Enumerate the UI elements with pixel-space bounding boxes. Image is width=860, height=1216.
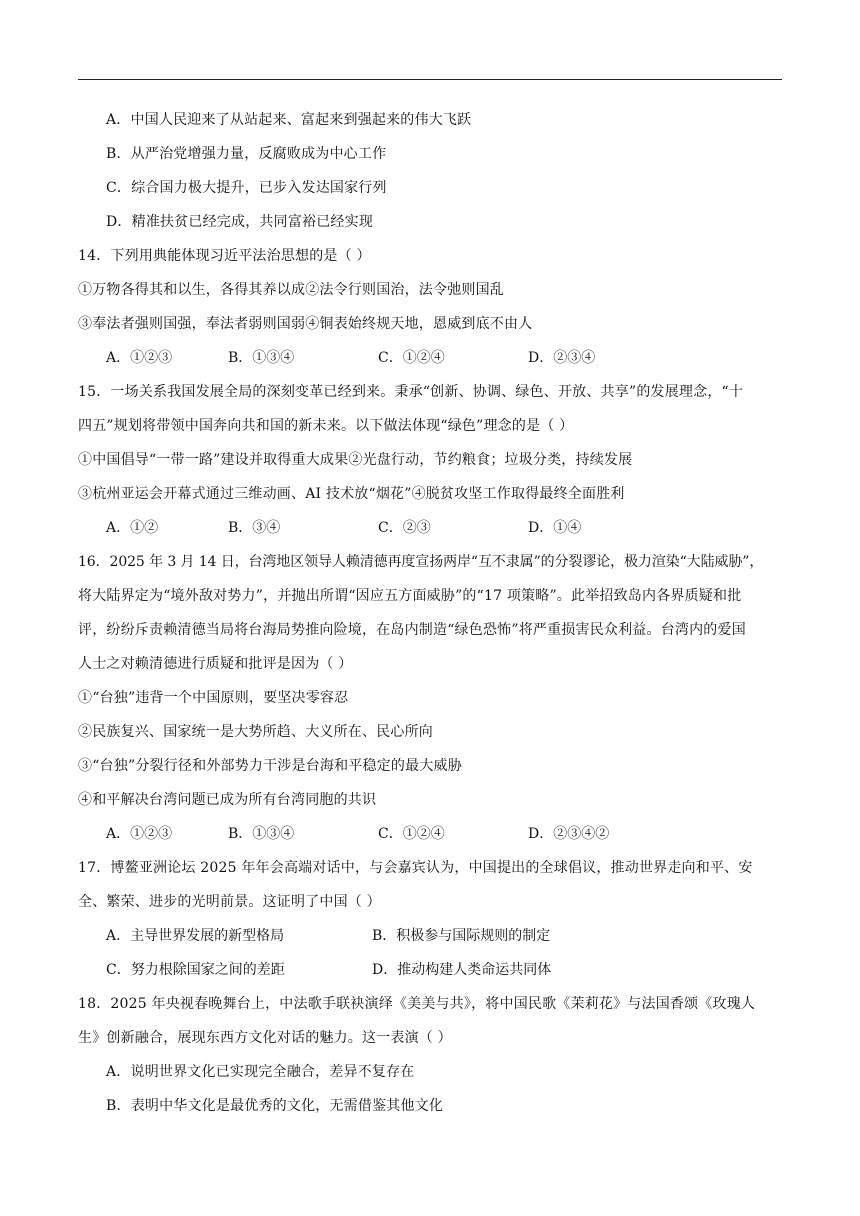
q15-option-a: A．①②: [106, 520, 159, 536]
q17-option-b: B．积极参与国际规则的制定: [372, 928, 551, 944]
q16-item-3: ③“台独”分裂行径和外部势力干涉是台海和平稳定的最大威胁: [78, 758, 462, 774]
q14-item-line-2: ③奉法者强则国强，奉法者弱则国弱④铜表始终规天地，恩威到底不由人: [78, 316, 533, 332]
q17-stem-line-1: 17．博鳌亚洲论坛 2025 年年会高端对话中，与会嘉宾认为，中国提出的全球倡议，推动世界走向和平、安: [78, 860, 753, 876]
q16-item-1: ①“台独”违背一个中国原则，要坚决零容忍: [78, 690, 349, 706]
q13-option-c: C．综合国力极大提升，已步入发达国家行列: [106, 180, 387, 196]
q18-option-b: B．表明中华文化是最优秀的文化，无需借鉴其他文化: [106, 1098, 444, 1114]
q15-item-line-1: ①中国倡导“一带一路”建设并取得重大成果②光盘行动，节约粮食；垃圾分类，持续发展: [78, 452, 633, 468]
q17-option-c: C．努力根除国家之间的差距: [106, 962, 285, 978]
q13-option-d: D．精准扶贫已经完成，共同富裕已经实现: [106, 214, 374, 230]
q16-stem-line-2: 将大陆界定为“境外敌对势力”，并抛出所谓“因应五方面威胁”的“17 项策略”。此举招致岛内各界质疑和批: [78, 588, 742, 604]
q16-option-a: A．①②③: [106, 826, 173, 842]
q13-option-a: A．中国人民迎来了从站起来、富起来到强起来的伟大飞跃: [106, 112, 472, 128]
q14-stem: 14．下列用典能体现习近平法治思想的是（ ）: [78, 248, 371, 264]
q14-option-c: C．①②④: [378, 350, 445, 366]
q17-option-a: A．主导世界发展的新型格局: [106, 928, 285, 944]
q13-option-b: B．从严治党增强力量，反腐败成为中心工作: [106, 146, 387, 162]
q16-item-2: ②民族复兴、国家统一是大势所趋、大义所在、民心所向: [78, 724, 433, 740]
q16-option-b: B．①③④: [228, 826, 295, 842]
q14-option-d: D．②③④: [528, 350, 596, 366]
q18-stem-line-2: 生》创新融合，展现东西方文化对话的魅力。这一表演（ ）: [78, 1030, 452, 1046]
q18-option-a: A．说明世界文化已实现完全融合，差异不复存在: [106, 1064, 415, 1080]
q16-option-c: C．①②④: [378, 826, 445, 842]
q15-option-d: D．①④: [528, 520, 582, 536]
q17-option-d: D．推动构建人类命运共同体: [372, 962, 552, 978]
q15-stem-line-2: 四五”规划将带领中国奔向共和国的新未来。以下做法体现“绿色”理念的是（ ）: [78, 418, 574, 434]
q18-stem-line-1: 18．2025 年央视春晚舞台上，中法歌手联袂演绎《美美与共》，将中国民歌《茉莉花》与法国香颂《玫瑰人: [78, 996, 756, 1012]
q16-stem-line-3: 评，纷纷斥责赖清德当局将台海局势推向险境，在岛内制造“绿色恐怖”将严重损害民众利益。台湾内的爱国: [78, 622, 746, 638]
q14-option-a: A．①②③: [106, 350, 173, 366]
header-rule: [78, 79, 782, 80]
q16-item-4: ④和平解决台湾问题已成为所有台湾同胞的共识: [78, 792, 377, 808]
q16-stem-line-4: 人士之对赖清德进行质疑和批评是因为（ ）: [78, 656, 353, 672]
q15-option-c: C．②③: [378, 520, 431, 536]
q15-item-line-2: ③杭州亚运会开幕式通过三维动画、AI 技术放“烟花”④脱贫攻坚工作取得最终全面胜利: [78, 486, 625, 502]
q17-stem-line-2: 全、繁荣、进步的光明前景。这证明了中国（ ）: [78, 894, 381, 910]
q16-stem-line-1: 16．2025 年 3 月 14 日，台湾地区领导人赖清德再度宣扬两岸“互不隶属”的分裂谬论，极力渲染“大陆威胁”，: [78, 554, 764, 570]
q16-option-d: D．②③④②: [528, 826, 610, 842]
q15-stem-line-1: 15．一场关系我国发展全局的深刻变革已经到来。秉承“创新、协调、绿色、开放、共享”的发展理念，“十: [78, 384, 744, 400]
q15-option-b: B．③④: [228, 520, 281, 536]
q14-option-b: B．①③④: [228, 350, 295, 366]
q14-item-line-1: ①万物各得其和以生，各得其养以成②法令行则国治，法令弛则国乱: [78, 282, 504, 298]
